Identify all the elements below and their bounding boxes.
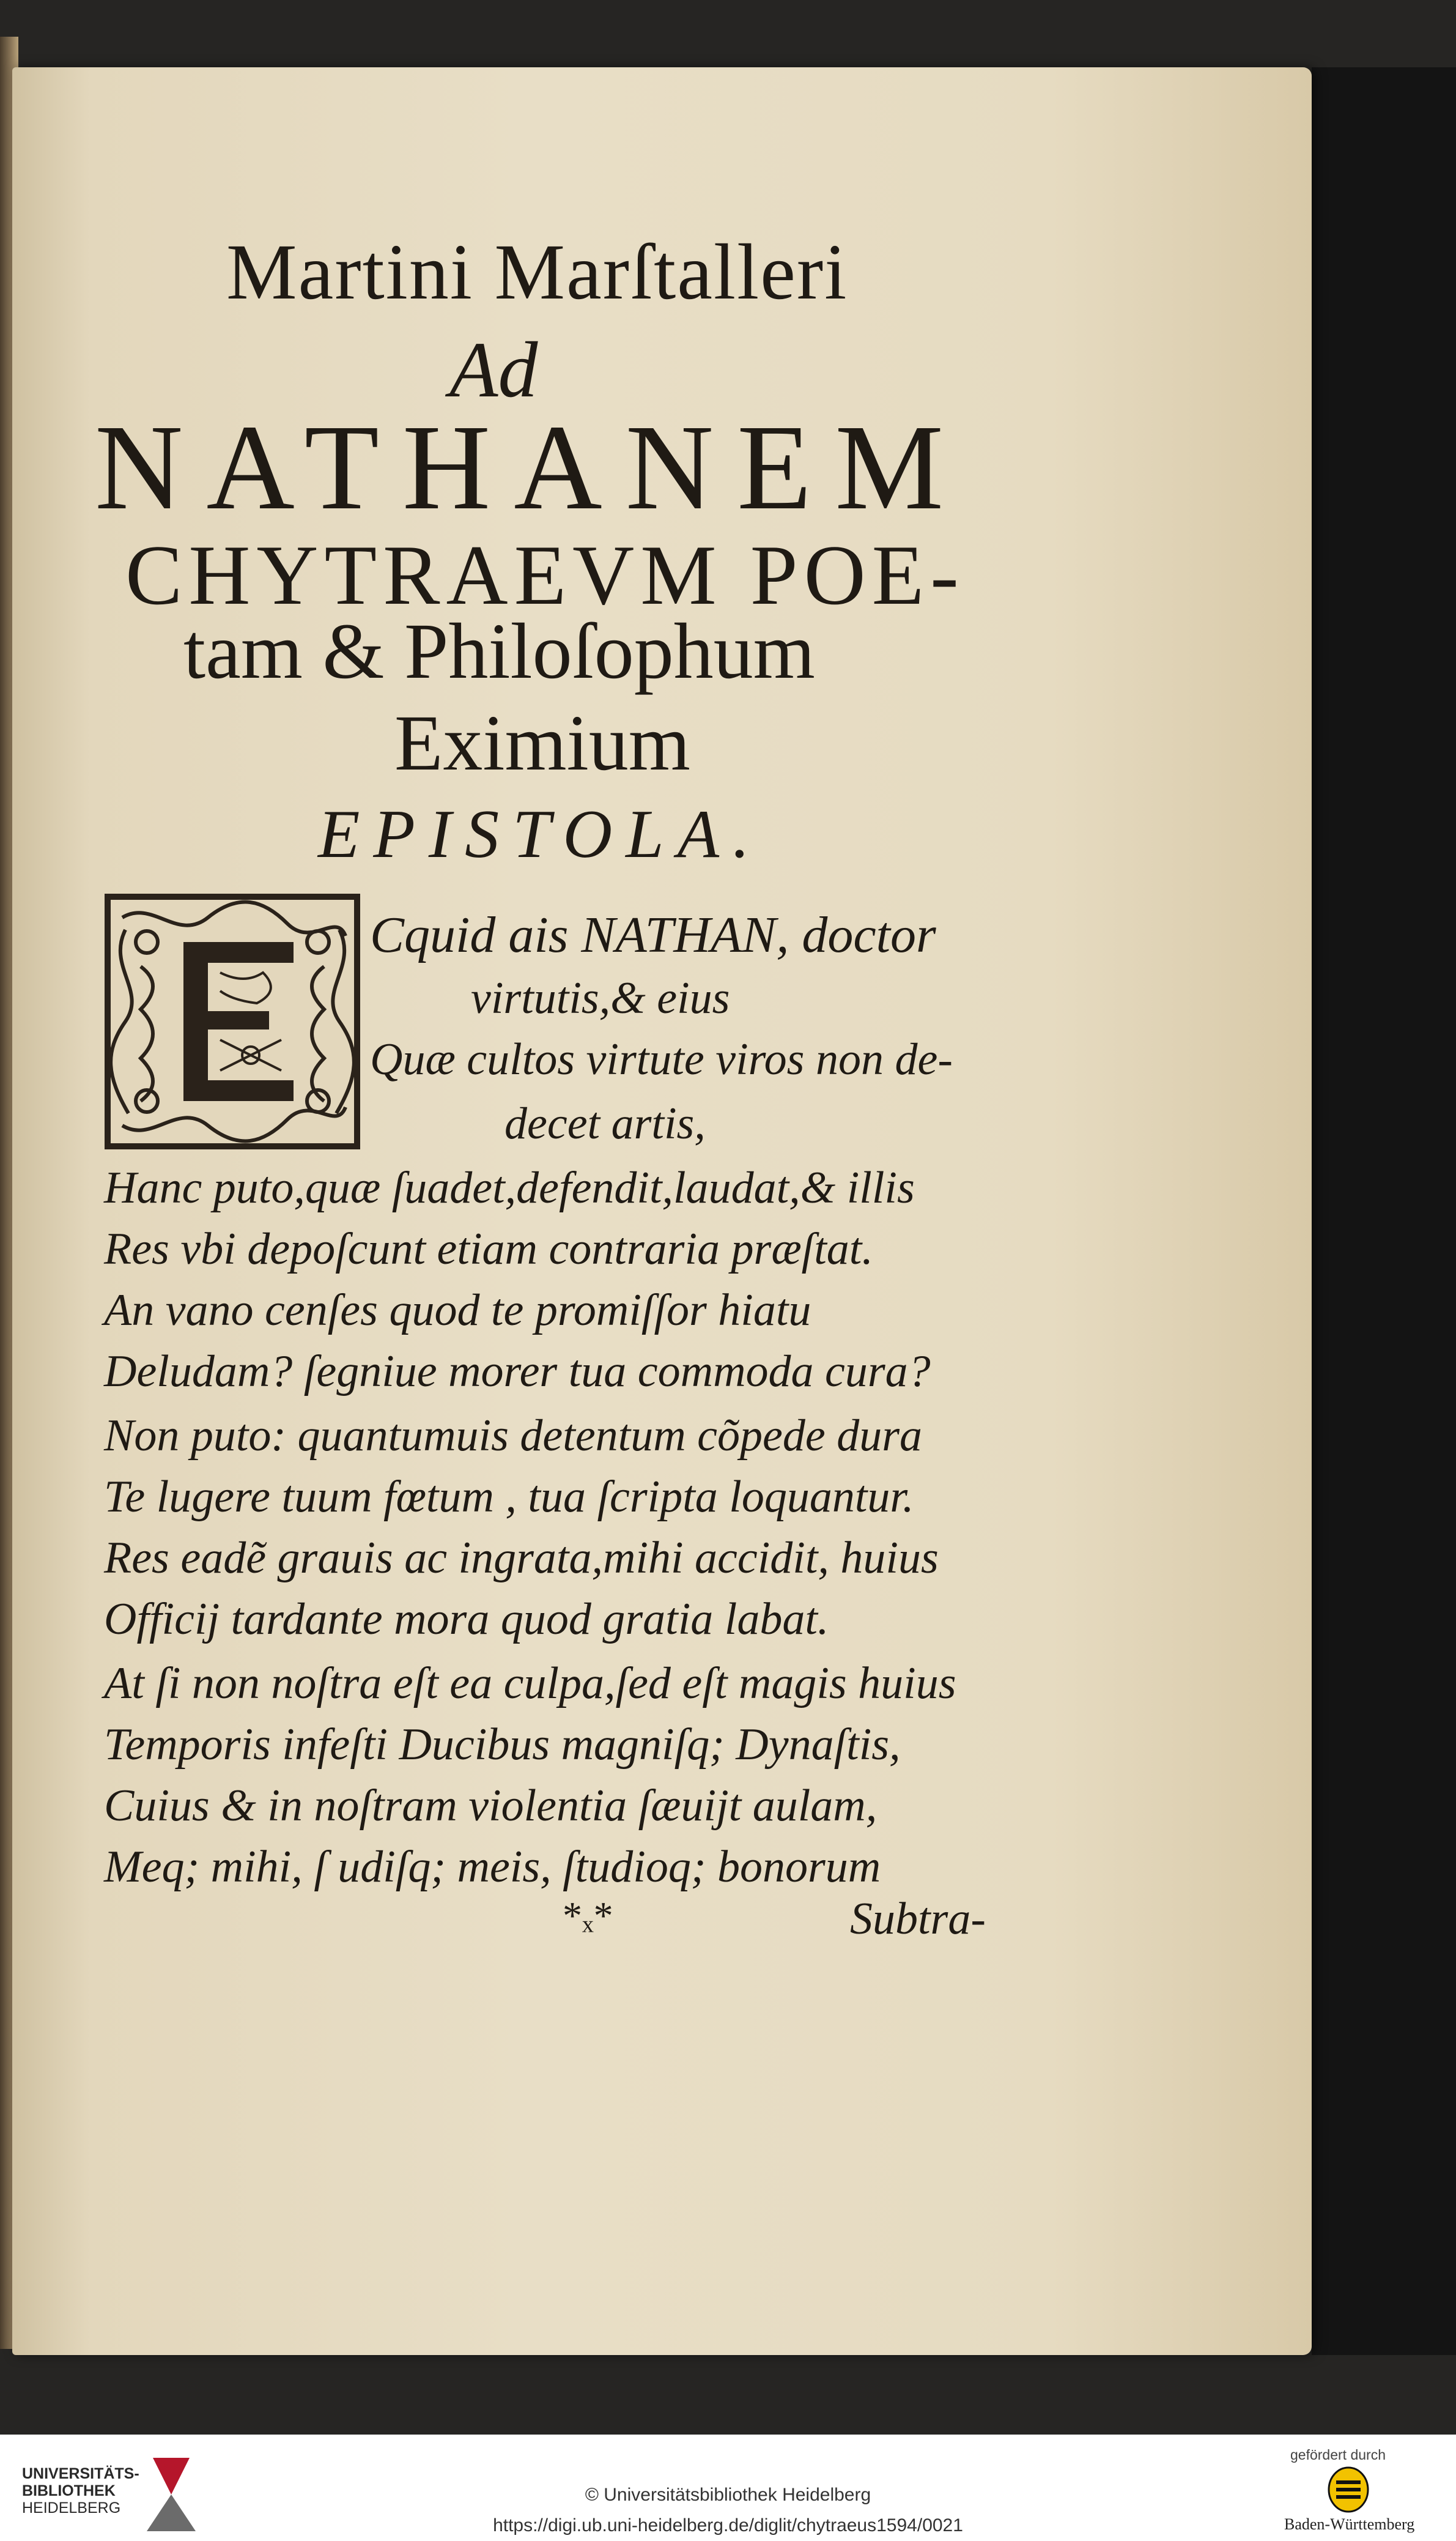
scan-dark-margin [1312,67,1456,2355]
verse-line-12: Officij tardante mora quod gratia labat. [104,1594,829,1644]
verse-line-7: An vano cenſes quod te promiſſor hiatu [104,1285,811,1335]
title-ad: Ad [449,326,538,414]
title-nathanem: NATHANEM [95,400,967,535]
permalink-url[interactable]: https://digi.ub.uni-heidelberg.de/diglit/chytraeus1594/0021 [493,2515,963,2535]
verse-line-14: Temporis infeſti Ducibus magniſq; Dynaſtis, [104,1719,901,1770]
sponsor-label: gefördert durch [1290,2447,1386,2463]
title-author: Martini Marſtalleri [226,228,848,316]
title-epistola: EPISTOLA. [318,796,763,872]
decorated-initial-e-icon [104,893,361,1150]
verse-line-8: Deludam? ſegniue morer tua commoda cura? [104,1346,931,1397]
verse-line-11: Res eadẽ grauis ac ingrata,mihi accidit, huius [104,1533,939,1583]
verse-line-1: Cquid ais NATHAN, doctor [370,907,936,963]
verse-line-16: Meq; mihi, ſ udiſq; meis, ſtudioq; bonorum [104,1842,881,1892]
copyright-notice: © Universitätsbibliothek Heidelberg [585,2485,871,2505]
library-name-line2: BIBLIOTHEK [22,2482,116,2499]
title-philosophum: tam & Philoſophum [183,607,815,696]
catchword: Subtra- [850,1894,986,1944]
verse-line-4: decet artis, [504,1099,706,1149]
verse-line-9: Non puto: quantumuis detentum cõpede dura [104,1411,922,1461]
library-name-line3: HEIDELBERG [22,2499,121,2517]
verse-line-2: virtutis,& eius [471,973,730,1023]
title-eximium: Eximium [394,699,690,787]
sponsor-name: Baden-Württemberg [1284,2515,1415,2533]
library-name-line1: UNIVERSITÄTS- [22,2465,139,2482]
verse-line-13: At ſi non noſtra eſt ea culpa,ſed eſt magis huius [104,1658,956,1708]
verse-line-3: Quæ cultos virtute viros non de- [370,1034,953,1085]
state-coat-of-arms-icon [1327,2465,1370,2514]
verse-line-6: Res vbi depoſcunt etiam contraria præſtat. [104,1224,873,1274]
verse-line-15: Cuius & in noſtram violentia ſæuijt aulam, [104,1781,878,1831]
title-chytraeum: CHYTRAEVM POE- [125,528,965,623]
verse-line-5: Hanc puto,quæ ſuadet,defendit,laudat,& illis [104,1163,915,1213]
signature-mark: *ₓ* [563,1894,613,1937]
verse-line-10: Te lugere tuum fœtum , tua ſcripta loquantur. [104,1472,914,1522]
